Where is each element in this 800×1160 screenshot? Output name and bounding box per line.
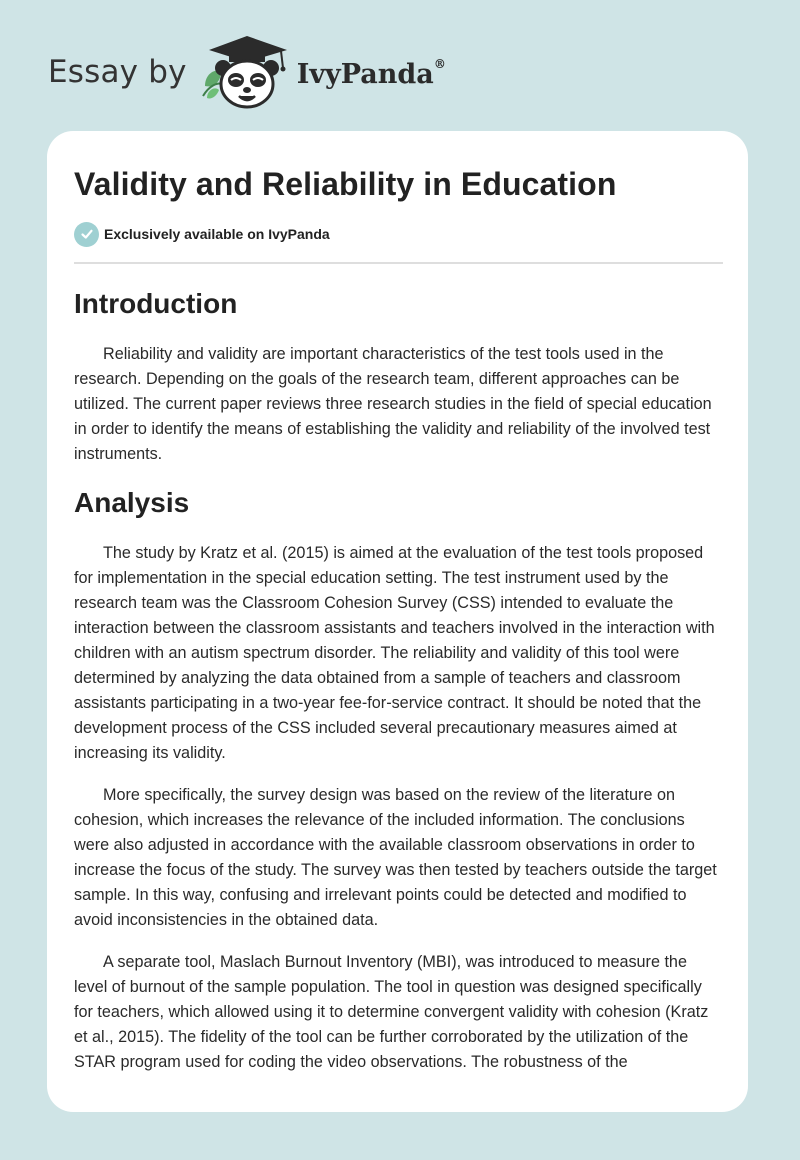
paragraph: A separate tool, Maslach Burnout Inventory (MBI), was introduced to measure the level of burnout of the sample population. The tool in question was designed specifically for teachers, which allowed using it to determine convergent validity with cohesion (Kratz et al., 2015). The fidelity of the tool can be further corroborated by the utilization of the STAR program used for coding the video observations. The robustness of the: [74, 953, 709, 1071]
section-heading-analysis: Analysis: [74, 487, 190, 518]
site-header: [48, 34, 548, 110]
exclusive-badge: [74, 221, 723, 247]
panda-logo-icon[interactable]: [201, 34, 293, 110]
brand-text: IvyPanda: [296, 58, 434, 90]
essay-by-label: Essay by: [48, 54, 187, 90]
paragraph: More specifically, the survey design was based on the review of the literature on cohesion, which increases the relevance of the included information. The conclusions were also adjusted in accordance with the available classroom observations in order to increase the focus of the study. The survey was then tested by teachers outside the target sample. In this way, confusing and irrelevant points could be detected and modified to avoid inconsistencies in the obtained data.: [74, 786, 717, 929]
brand-name[interactable]: [296, 56, 446, 90]
essay-card: [47, 131, 748, 1112]
check-icon: [74, 222, 99, 247]
paragraph: Reliability and validity are important characteristics of the test tools used in the research. Depending on the goals of the research team, different approaches can be utilized. The current paper reviews three research studies in the field of special education in order to identify the means of establishing the validity and reliability of the involved test instruments.: [74, 345, 712, 463]
section-heading-introduction: Introduction: [74, 288, 238, 319]
page-title: Validity and Reliability in Education: [74, 166, 617, 202]
essay-content: [74, 164, 723, 1075]
exclusive-label: Exclusively available on IvyPanda: [104, 226, 330, 242]
divider: [74, 262, 723, 264]
registered-mark: ®: [433, 56, 446, 71]
paragraph: The study by Kratz et al. (2015) is aimed at the evaluation of the test tools proposed for implementation in the special education setting. The test instrument used by the research team was the Classroom Cohesion Survey (CSS) intended to evaluate the interaction between the classroom assistants and teachers involved in the interaction with children with an autism spectrum disorder. The reliability and validity of this tool were determined by analyzing the data obtained from a sample of teachers and classroom assistants participating in a two-year fee-for-service contract. It should be noted that the development process of the CSS included several precautionary measures aimed at increasing its validity.: [74, 544, 715, 762]
